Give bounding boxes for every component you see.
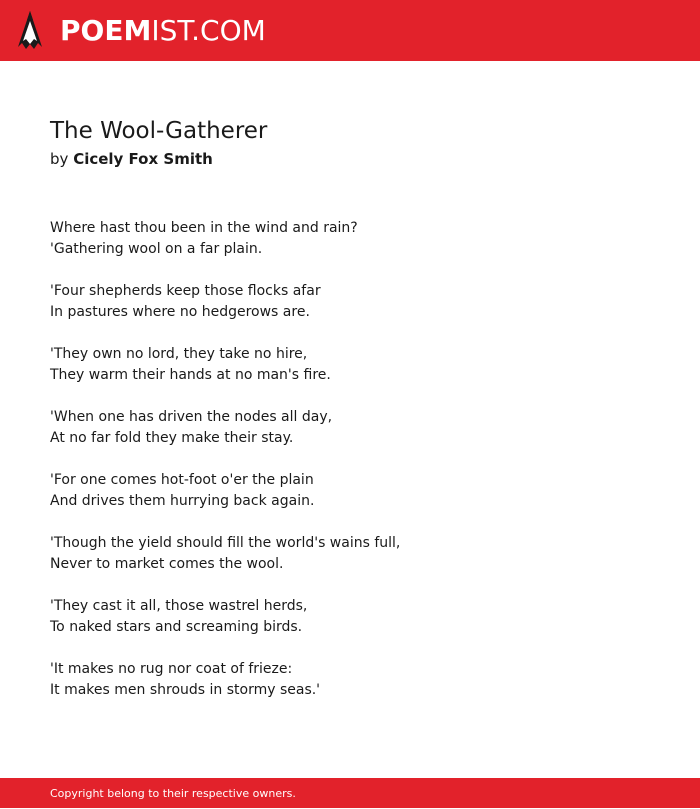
pencil-tip-icon	[16, 9, 44, 53]
stanza	[50, 596, 650, 638]
site-logo[interactable]	[16, 9, 266, 53]
stanza	[50, 533, 650, 575]
poem-line: And drives them hurrying back again.	[50, 493, 315, 509]
stanza	[50, 659, 650, 701]
stanza	[50, 470, 650, 512]
poem-line: 'They own no lord, they take no hire,	[50, 346, 308, 362]
poem-line: At no far fold they make their stay.	[50, 430, 294, 446]
poem-line: It makes men shrouds in stormy seas.'	[50, 682, 321, 698]
copyright-notice: Copyright belong to their respective owners.	[50, 787, 296, 800]
logo-wordmark-bold: POEM	[60, 14, 152, 47]
poem-line: They warm their hands at no man's fire.	[50, 367, 331, 383]
site-footer	[0, 778, 700, 808]
site-header	[0, 0, 700, 61]
stanza	[50, 218, 650, 260]
stanza	[50, 344, 650, 386]
stanza	[50, 407, 650, 449]
logo-wordmark-light: IST.COM	[151, 14, 266, 47]
logo-wordmark	[60, 9, 266, 53]
poem-line: 'It makes no rug nor coat of frieze:	[50, 661, 293, 677]
poem-line: Never to market comes the wool.	[50, 556, 284, 572]
poem-line: To naked stars and screaming birds.	[50, 619, 303, 635]
poem-line: Where hast thou been in the wind and rain?	[50, 220, 358, 236]
poem-line: In pastures where no hedgerows are.	[50, 304, 310, 320]
poem-line: 'They cast it all, those wastrel herds,	[50, 598, 308, 614]
poem-title: The Wool-Gatherer	[50, 118, 268, 144]
by-label: by	[50, 150, 69, 168]
poem-line: 'Four shepherds keep those flocks afar	[50, 283, 321, 299]
byline	[50, 148, 213, 170]
poem-line: 'Though the yield should fill the world's wains full,	[50, 535, 401, 551]
poem-line: 'When one has driven the nodes all day,	[50, 409, 333, 425]
stanza	[50, 281, 650, 323]
author-name[interactable]: Cicely Fox Smith	[73, 150, 213, 168]
poem-body	[50, 218, 650, 722]
poem-line: 'For one comes hot-foot o'er the plain	[50, 472, 314, 488]
poem-line: 'Gathering wool on a far plain.	[50, 241, 263, 257]
